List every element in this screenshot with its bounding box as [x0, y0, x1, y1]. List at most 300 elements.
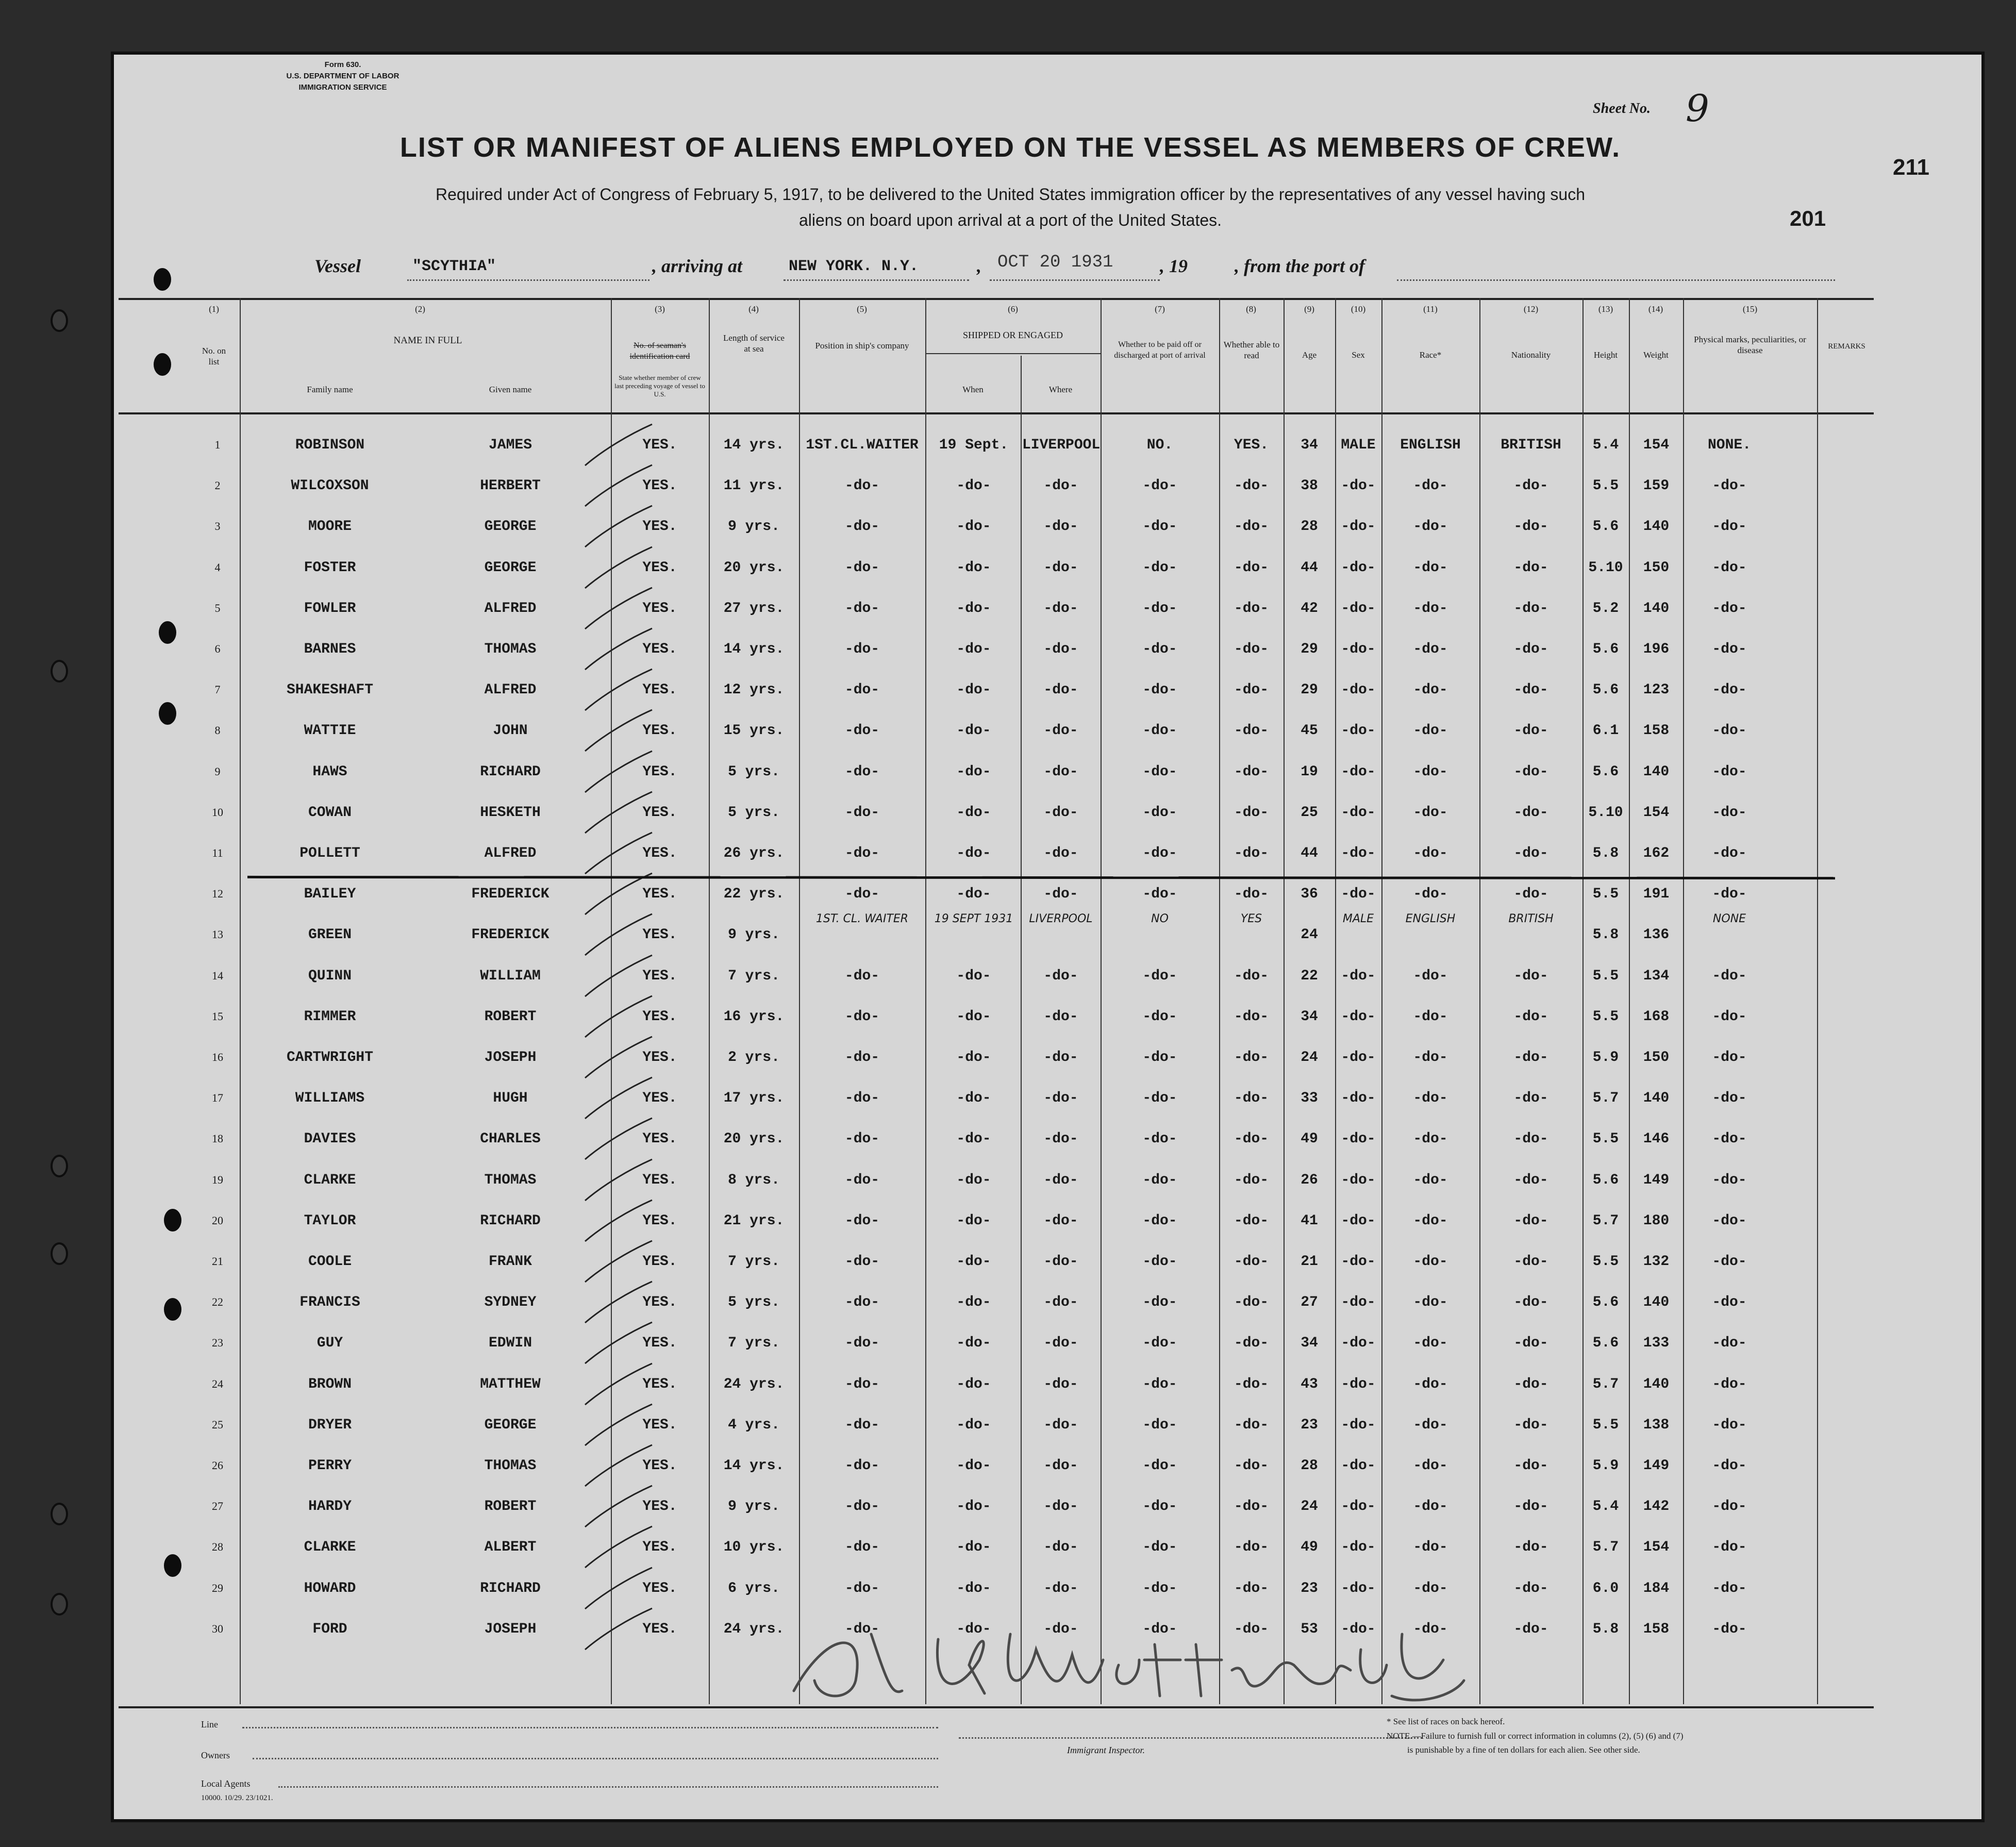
column-rule [1683, 298, 1684, 1704]
cell-sex: -do- [1341, 1090, 1376, 1107]
row-number: 14 [212, 969, 223, 982]
binder-hole [51, 1155, 68, 1177]
cell-prev: YES. [642, 763, 677, 780]
cell-sex: -do- [1341, 1539, 1376, 1556]
cell-read: -do- [1234, 1090, 1269, 1107]
cell-read: -do- [1234, 1621, 1269, 1637]
cell-weight: 146 [1643, 1131, 1670, 1147]
cell-marks: -do- [1712, 1417, 1747, 1433]
cell-sex: -do- [1341, 1335, 1376, 1352]
column-number: (12) [1523, 304, 1539, 314]
cell-height: 5.6 [1592, 1335, 1619, 1352]
cell-weight: 140 [1643, 1294, 1670, 1311]
cell-when: -do- [956, 1376, 991, 1392]
cell-read: -do- [1234, 1335, 1269, 1352]
sheet-number: 9 [1686, 87, 1709, 130]
cell-given: MATTHEW [480, 1376, 541, 1392]
header-given-name: Given name [489, 385, 532, 394]
cell-weight: 140 [1643, 1376, 1670, 1392]
cell-where: LIVERPOOL [1029, 912, 1093, 926]
cell-race: -do- [1413, 478, 1448, 494]
header-race: Race* [1419, 350, 1442, 360]
cell-family: FOWLER [304, 600, 356, 617]
cell-given: JAMES [488, 437, 532, 453]
cell-read: -do- [1234, 478, 1269, 494]
cell-given: ALBERT [484, 1539, 537, 1556]
cell-where: -do- [1043, 1294, 1078, 1311]
cell-sex: MALE [1341, 437, 1376, 453]
cell-sex: -do- [1341, 1621, 1376, 1637]
cell-where: -do- [1043, 1050, 1078, 1066]
cell-sex: -do- [1341, 1050, 1376, 1066]
cell-service: 26 yrs. [723, 845, 785, 861]
cell-prev: YES. [642, 478, 677, 494]
cell-prev: YES. [642, 1458, 677, 1474]
cell-family: CLARKE [304, 1172, 356, 1188]
cell-height: 5.7 [1592, 1212, 1619, 1229]
cell-sex: -do- [1341, 478, 1376, 494]
cell-prev: YES. [642, 1621, 677, 1637]
cell-when: -do- [956, 1621, 991, 1637]
cell-family: WILLIAMS [295, 1090, 365, 1107]
cell-service: 16 yrs. [723, 1008, 785, 1025]
cell-nat: -do- [1513, 559, 1548, 576]
cell-position: -do- [844, 1539, 880, 1556]
cell-sex: -do- [1341, 682, 1376, 698]
cell-age: 34 [1301, 1335, 1318, 1352]
cell-age: 25 [1301, 804, 1318, 821]
row-number: 29 [212, 1581, 223, 1594]
header-name-in-full: NAME IN FULL [393, 335, 462, 346]
cell-paid: -do- [1142, 1376, 1177, 1392]
column-rule [1219, 298, 1220, 1704]
cell-paid: NO. [1146, 437, 1173, 453]
cell-sex: -do- [1341, 804, 1376, 821]
cell-service: 5 yrs. [728, 763, 780, 780]
check-slash-icon [582, 911, 655, 958]
cell-height: 5.5 [1592, 1131, 1619, 1147]
cell-given: HERBERT [480, 478, 541, 494]
cell-prev: YES. [642, 1294, 677, 1311]
cell-position: -do- [844, 1499, 880, 1515]
cell-race: -do- [1413, 804, 1448, 821]
cell-sex: -do- [1341, 1376, 1376, 1392]
cell-family: BROWN [308, 1376, 352, 1392]
footer-line-label: Line [201, 1719, 218, 1729]
cell-age: 49 [1301, 1539, 1318, 1556]
cell-marks: -do- [1712, 478, 1747, 494]
cell-prev: YES. [642, 1131, 677, 1147]
cell-position: -do- [844, 763, 880, 780]
cell-age: 19 [1301, 763, 1318, 780]
cell-nat: -do- [1513, 478, 1548, 494]
cell-paid: -do- [1142, 1335, 1177, 1352]
cell-height: 5.6 [1592, 519, 1619, 535]
cell-when: -do- [956, 1254, 991, 1270]
check-slash-icon [582, 830, 655, 876]
cell-marks: -do- [1712, 1580, 1747, 1596]
cell-race: -do- [1413, 763, 1448, 780]
cell-given: GEORGE [484, 1417, 537, 1433]
cell-service: 7 yrs. [728, 1254, 780, 1270]
cell-family: FOSTER [304, 559, 356, 576]
cell-nat: BRITISH [1508, 912, 1554, 926]
cell-position: -do- [844, 682, 880, 698]
row-number: 4 [214, 560, 221, 574]
cell-paid: -do- [1142, 1580, 1177, 1596]
column-rule [1381, 298, 1382, 1704]
cell-nat: -do- [1513, 1172, 1548, 1188]
cell-sex: -do- [1341, 968, 1376, 984]
cell-service: 9 yrs. [728, 519, 780, 535]
cell-position: -do- [844, 1050, 880, 1066]
cell-given: EDWIN [488, 1335, 532, 1352]
cell-paid: -do- [1142, 1621, 1177, 1637]
form-info [209, 59, 477, 93]
cell-nat: -do- [1513, 1131, 1548, 1147]
column-number: (7) [1155, 304, 1165, 314]
cell-height: 5.10 [1588, 804, 1623, 821]
cell-position: -do- [844, 1294, 880, 1311]
cell-paid: -do- [1142, 886, 1177, 903]
cell-weight: 132 [1643, 1254, 1670, 1270]
cell-weight: 150 [1643, 1050, 1670, 1066]
cell-paid: -do- [1142, 1008, 1177, 1025]
arriving-label: , arriving at [652, 256, 743, 276]
cell-height: 5.5 [1592, 1008, 1619, 1025]
check-slash-icon [582, 422, 655, 468]
cell-age: 34 [1301, 437, 1318, 453]
cell-prev: YES. [642, 886, 677, 903]
cell-service: 24 yrs. [723, 1376, 785, 1392]
cell-sex: -do- [1341, 1172, 1376, 1188]
cell-prev: YES. [642, 1008, 677, 1025]
cell-age: 29 [1301, 682, 1318, 698]
cell-marks: -do- [1712, 682, 1747, 698]
cell-service: 14 yrs. [723, 1458, 785, 1474]
cell-given: THOMAS [484, 641, 537, 657]
cell-height: 5.6 [1592, 1294, 1619, 1311]
cell-prev: YES. [642, 927, 677, 943]
cell-sex: -do- [1341, 1580, 1376, 1596]
cell-race: -do- [1413, 1008, 1448, 1025]
check-slash-icon [582, 1606, 655, 1652]
footer-owners-label: Owners [201, 1750, 230, 1760]
cell-race: -do- [1413, 1458, 1448, 1474]
cell-read: -do- [1234, 886, 1269, 903]
check-slash-icon [582, 1279, 655, 1325]
cell-given: THOMAS [484, 1458, 537, 1474]
header-previous-voyage: State whether member of crew last preceding voyage of vessel to U.S. [614, 374, 705, 398]
cell-age: 28 [1301, 1458, 1318, 1474]
cell-age: 23 [1301, 1417, 1318, 1433]
cell-read: -do- [1234, 1294, 1269, 1311]
cell-where: -do- [1043, 519, 1078, 535]
cell-where: -do- [1043, 845, 1078, 861]
cell-family: WATTIE [304, 723, 356, 739]
cell-paid: -do- [1142, 1254, 1177, 1270]
cell-sex: -do- [1341, 886, 1376, 903]
header-no-on-list: No. on list [202, 346, 226, 367]
cell-where: -do- [1043, 1212, 1078, 1229]
cell-height: 6.0 [1592, 1580, 1619, 1596]
cell-read: -do- [1234, 559, 1269, 576]
cell-weight: 149 [1643, 1458, 1670, 1474]
cell-service: 24 yrs. [723, 1621, 785, 1637]
cell-race: -do- [1413, 1254, 1448, 1270]
cell-read: -do- [1234, 723, 1269, 739]
cell-age: 42 [1301, 600, 1318, 617]
arrival-date-stamp: OCT 20 1931 [997, 253, 1113, 272]
penalty-note-1: NOTE.—Failure to furnish full or correct information in columns (2), (5) (6) and (7) [1387, 1731, 1684, 1741]
cell-given: HUGH [493, 1090, 528, 1107]
cell-when: -do- [956, 1212, 991, 1229]
cell-position: -do- [844, 641, 880, 657]
binder-hole [154, 268, 171, 291]
cell-given: GEORGE [484, 559, 537, 576]
binder-hole [51, 1593, 68, 1616]
cell-given: ALFRED [484, 600, 537, 617]
cell-when: -do- [956, 1539, 991, 1556]
cell-when: -do- [956, 682, 991, 698]
cell-weight: 140 [1643, 519, 1670, 535]
cell-where: -do- [1043, 1417, 1078, 1433]
cell-race: -do- [1413, 1212, 1448, 1229]
cell-read: -do- [1234, 1212, 1269, 1229]
row-number: 21 [212, 1255, 223, 1268]
cell-height: 5.7 [1592, 1090, 1619, 1107]
cell-weight: 168 [1643, 1008, 1670, 1025]
cell-race: ENGLISH [1400, 437, 1461, 453]
cell-where: -do- [1043, 1172, 1078, 1188]
cell-race: -do- [1413, 968, 1448, 984]
cell-prev: YES. [642, 968, 677, 984]
cell-read: -do- [1234, 804, 1269, 821]
cell-read: -do- [1234, 641, 1269, 657]
cell-when: -do- [956, 1335, 991, 1352]
cell-marks: -do- [1712, 1499, 1747, 1515]
binder-hole [51, 660, 68, 683]
cell-age: 49 [1301, 1131, 1318, 1147]
check-slash-icon [582, 1402, 655, 1448]
cell-nat: -do- [1513, 1254, 1548, 1270]
row-number: 24 [212, 1377, 223, 1390]
page-subtitle [289, 181, 1732, 233]
cell-read: -do- [1234, 763, 1269, 780]
cell-height: 5.4 [1592, 437, 1619, 453]
check-slash-icon [582, 626, 655, 672]
cell-service: 10 yrs. [723, 1539, 785, 1556]
cell-given: ALFRED [484, 845, 537, 861]
cell-position: -do- [844, 1090, 880, 1107]
cell-marks: -do- [1712, 519, 1747, 535]
cell-position: -do- [844, 1417, 880, 1433]
footer-agents-rule [278, 1786, 938, 1788]
cell-race: -do- [1413, 559, 1448, 576]
cell-given: CHARLES [480, 1131, 541, 1147]
column-number: (4) [748, 304, 759, 314]
cell-family: FORD [312, 1621, 347, 1637]
column-number: (14) [1648, 304, 1663, 314]
inspector-signature [784, 1603, 1469, 1714]
cell-position: -do- [844, 519, 880, 535]
cell-nat: -do- [1513, 723, 1548, 739]
column-number: (10) [1351, 304, 1366, 314]
cell-height: 5.7 [1592, 1376, 1619, 1392]
subtitle-line-1: Required under Act of Congress of February 5, 1917, to be delivered to the United States immigration officer by the representatives of any vessel having such [436, 185, 1585, 204]
cell-position: -do- [844, 804, 880, 821]
cell-marks: -do- [1712, 1458, 1747, 1474]
cell-given: ROBERT [484, 1008, 537, 1025]
cell-given: THOMAS [484, 1172, 537, 1188]
cell-paid: -do- [1142, 600, 1177, 617]
column-rule [1582, 298, 1584, 1704]
cell-service: 20 yrs. [723, 1131, 785, 1147]
check-slash-icon [582, 503, 655, 550]
header-able-to-read: Whether able to read [1223, 340, 1280, 360]
cell-race: -do- [1413, 641, 1448, 657]
header-shipped-or-engaged: SHIPPED OR ENGAGED [962, 330, 1063, 340]
cell-read: -do- [1234, 519, 1269, 535]
cell-service: 27 yrs. [723, 600, 785, 617]
cell-when: -do- [956, 763, 991, 780]
cell-sex: -do- [1341, 1131, 1376, 1147]
cell-family: CLARKE [304, 1539, 356, 1556]
cell-nat: -do- [1513, 763, 1548, 780]
header-paid-off: Whether to be paid off or discharged at port of arrival [1114, 340, 1206, 360]
cell-nat: -do- [1513, 641, 1548, 657]
cell-given: ALFRED [484, 682, 537, 698]
check-slash-icon [582, 1361, 655, 1407]
cell-where: -do- [1043, 1580, 1078, 1596]
cell-read: -do- [1234, 1499, 1269, 1515]
cell-paid: -do- [1142, 1050, 1177, 1066]
cell-family: POLLETT [299, 845, 360, 861]
cell-marks: -do- [1712, 1008, 1747, 1025]
check-slash-icon [582, 1157, 655, 1203]
cell-when: -do- [956, 641, 991, 657]
header-length-of-service: Length of service at sea [723, 333, 785, 354]
cell-weight: 149 [1643, 1172, 1670, 1188]
cell-height: 5.6 [1592, 682, 1619, 698]
cell-given: FREDERICK [471, 886, 549, 903]
cell-race: -do- [1413, 723, 1448, 739]
cell-where: -do- [1043, 723, 1078, 739]
race-note: * See list of races on back hereof. [1387, 1717, 1505, 1726]
cell-weight: 180 [1643, 1212, 1670, 1229]
check-slash-icon [582, 1034, 655, 1080]
cell-read: -do- [1234, 1254, 1269, 1270]
cell-age: 24 [1301, 1499, 1318, 1515]
check-slash-icon [582, 1075, 655, 1121]
cell-marks: -do- [1712, 886, 1747, 903]
cell-weight: 138 [1643, 1417, 1670, 1433]
cell-age: 34 [1301, 1008, 1318, 1025]
cell-read: -do- [1234, 1131, 1269, 1147]
cell-service: 7 yrs. [728, 1335, 780, 1352]
cell-family: QUINN [308, 968, 352, 984]
cell-where: -do- [1043, 641, 1078, 657]
cell-weight: 140 [1643, 1090, 1670, 1107]
cell-when: -do- [956, 1294, 991, 1311]
cell-weight: 134 [1643, 968, 1670, 984]
cell-race: -do- [1413, 845, 1448, 861]
cell-prev: YES. [642, 723, 677, 739]
column-rule [1101, 298, 1102, 1704]
cell-marks: -do- [1712, 804, 1747, 821]
cell-position: -do- [844, 1621, 880, 1637]
inspector-label: Immigrant Inspector. [1067, 1745, 1145, 1755]
cell-height: 5.4 [1592, 1499, 1619, 1515]
cell-height: 5.8 [1592, 1621, 1619, 1637]
cell-when: 19 SEPT 1931 [934, 912, 1013, 926]
cell-race: -do- [1413, 1376, 1448, 1392]
cell-family: HAWS [312, 763, 347, 780]
check-slash-icon [582, 667, 655, 713]
cell-marks: -do- [1712, 1539, 1747, 1556]
cell-given: HESKETH [480, 804, 541, 821]
cell-position: -do- [844, 1376, 880, 1392]
cell-race: -do- [1413, 600, 1448, 617]
cell-given: ROBERT [484, 1499, 537, 1515]
cell-marks: -do- [1712, 1172, 1747, 1188]
cell-family: CARTWRIGHT [286, 1050, 374, 1066]
cell-prev: YES. [642, 1376, 677, 1392]
cell-height: 6.1 [1592, 723, 1619, 739]
cell-when: -do- [956, 1499, 991, 1515]
cell-service: 12 yrs. [723, 682, 785, 698]
cell-prev: YES. [642, 1212, 677, 1229]
cell-family: DAVIES [304, 1131, 356, 1147]
cell-prev: YES. [642, 1090, 677, 1107]
cell-when: -do- [956, 519, 991, 535]
cell-nat: -do- [1513, 600, 1548, 617]
cell-paid: -do- [1142, 519, 1177, 535]
cell-family: ROBINSON [295, 437, 365, 453]
cell-when: -do- [956, 886, 991, 903]
cell-family: PERRY [308, 1458, 352, 1474]
row-number: 17 [212, 1091, 223, 1105]
cell-service: 11 yrs. [723, 478, 785, 494]
cell-paid: -do- [1142, 559, 1177, 576]
cell-read: -do- [1234, 682, 1269, 698]
cell-given: FRANK [488, 1254, 532, 1270]
vessel-name: "SCYTHIA" [412, 258, 496, 275]
cell-age: 22 [1301, 968, 1318, 984]
check-slash-icon [582, 1320, 655, 1366]
cell-paid: -do- [1142, 763, 1177, 780]
cell-race: -do- [1413, 1050, 1448, 1066]
row-number: 5 [214, 601, 221, 614]
header-physical-marks: Physical marks, peculiarities, or disease [1694, 335, 1806, 355]
cell-read: -do- [1234, 1172, 1269, 1188]
cell-service: 14 yrs. [723, 641, 785, 657]
cell-given: GEORGE [484, 519, 537, 535]
cell-service: 5 yrs. [728, 804, 780, 821]
check-slash-icon [582, 544, 655, 591]
cell-family: FRANCIS [299, 1294, 360, 1311]
check-slash-icon [582, 789, 655, 836]
cell-prev: YES. [642, 519, 677, 535]
cell-paid: -do- [1142, 723, 1177, 739]
cell-nat: -do- [1513, 1376, 1548, 1392]
cell-when: -do- [956, 804, 991, 821]
cell-read: -do- [1234, 1050, 1269, 1066]
cell-where: -do- [1043, 1090, 1078, 1107]
from-port-label: , from the port of [1235, 256, 1365, 276]
binder-hole [51, 1242, 68, 1265]
cell-where: -do- [1043, 559, 1078, 576]
